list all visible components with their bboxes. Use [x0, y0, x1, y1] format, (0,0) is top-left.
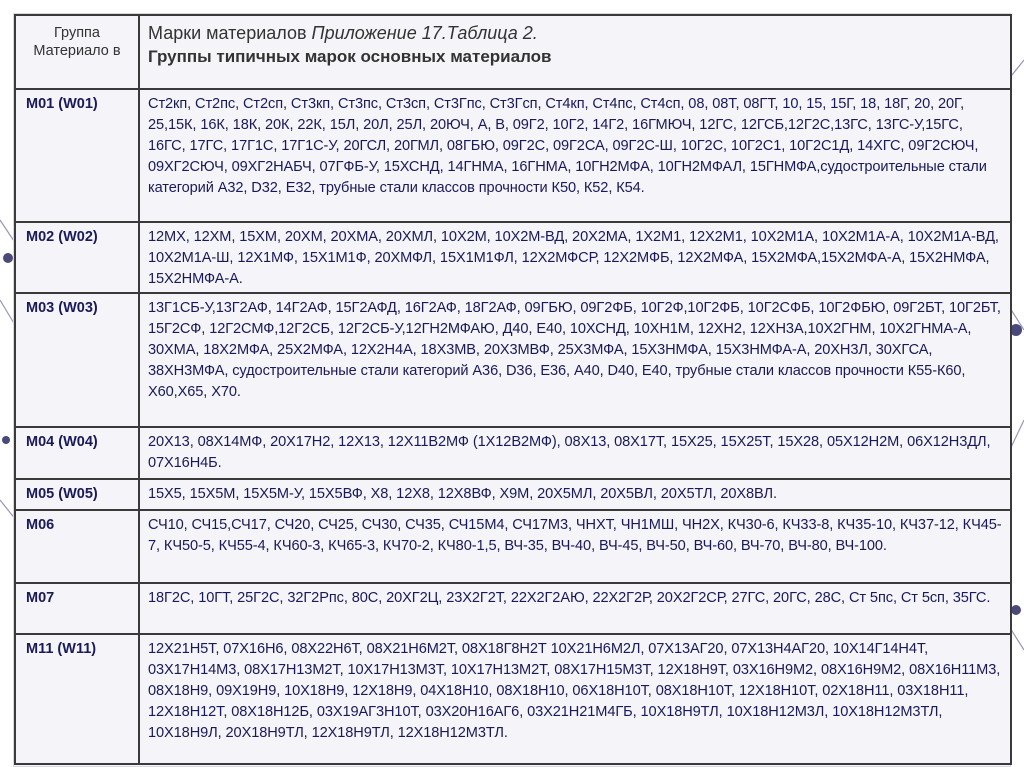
- grade-list: [139, 583, 1011, 634]
- title-main: Марки материалов: [148, 23, 312, 43]
- grade-list-text: Ст2кп, Ст2пс, Ст2сп, Ст3кп, Ст3пс, Ст3сп, Ст3Гпс, Ст3Гсп, Ст4кп, Ст4пс, Ст4сп, 08, 08Т, 08ГТ, 10, 15, 15Г, 18, 18Г, 20, 20Г, 25,15К, 16К, 18К, 20К, 22К, 15Л, 20Л, 25Л, 20ЮЧ, А, В, 09Г2, 10Г2, 14Г2, 16ГМЮЧ, 12ГС, 12ГСБ,12Г2С,13ГС, 13ГС-У,15ГС, 16ГС, 17ГС, 17Г1С, 17Г1С-У, 20ГСЛ, 20ГМЛ, 08ГБЮ, 09Г2С, 09Г2СА, 09Г2С-Ш, 10Г2С, 10Г2С1, 10Г2С1Д, 14ХГС, 09Г2СЮЧ, 09ХГ2СЮЧ, 09ХГ2НАБЧ, 07ГФБ-У, 15ХСНД, 14ГНМА, 16ГНМА, 10ГН2МФА, 10ГН2МФАЛ, 15ГНМФА,судостроительные стали категорий А32, D32, Е32, трубные стали классов прочности К50, К52, К54.: [148, 96, 987, 196]
- grade-list: [139, 293, 1011, 427]
- group-code: М05 (W05): [15, 479, 139, 510]
- table-row: [15, 427, 1011, 479]
- group-code: М03 (W03): [15, 293, 139, 427]
- table-row: [15, 583, 1011, 634]
- group-header-label: Группа Материало в: [33, 25, 121, 59]
- grade-list-text: 13Г1СБ-У,13Г2АФ, 14Г2АФ, 15Г2АФД, 16Г2АФ, 18Г2АФ, 09ГБЮ, 09Г2ФБ, 10Г2Ф,10Г2ФБ, 10Г2СФБ, 10Г2ФБЮ, 09Г2БТ, 10Г2БТ, 15Г2СФ, 12Г2СМФ,12Г2СБ, 12Г2СБ-У,12ГН2МФАЮ, Д40, Е40, 10ХСНД, 10ХН1М, 12ХН2, 12ХН3А,10Х2ГНМ, 10Х2ГНМА-А, 30ХМА, 18Х2МФА, 25Х2МФА, 12Х2Н4А, 18Х3МВ, 20Х3МВФ, 25Х3МФА, 15Х3НМФА, 15Х3НМФА-А, 20ХН3Л, 30ХГСА, 38ХН3МФА, судостроительные стали категорий А36, D36, Е36, А40, D40, Е40, трубные стали классов прочности К55-К60, Х60,Х65, Х70.: [148, 300, 1001, 400]
- table-header-row: [15, 15, 1011, 89]
- grade-list-text: 18Г2С, 10ГТ, 25Г2С, 32Г2Рпс, 80С, 20ХГ2Ц, 23Х2Г2Т, 22Х2Г2АЮ, 22Х2Г2Р, 20Х2Г2СР, 27ГС, 20ГС, 28С, Ст 5пс, Ст 5сп, 35ГС.: [148, 590, 991, 606]
- group-code: М02 (W02): [15, 222, 139, 293]
- grade-list-text: 12Х21Н5Т, 07Х16Н6, 08Х22Н6Т, 08Х21Н6М2Т, 08Х18Г8Н2Т 10Х21Н6М2Л, 07Х13АГ20, 07Х13Н4АГ20, 10Х14Г14Н4Т, 03Х17Н14М3, 08Х17Н13М2Т, 10Х17Н13М3Т, 10Х17Н13М2Т, 08Х17Н15М3Т, 12Х18Н9Т, 03Х16Н9М2, 08Х16Н9М2, 08Х16Н11М3, 08Х18Н9, 09Х19Н9, 10Х18Н9, 12Х18Н9, 04Х18Н10, 08Х18Н10, 06Х18Н10Т, 08Х18Н10Т, 12Х18Н10Т, 02Х18Н11, 03Х18Н11, 12Х18Н12Т, 08Х18Н12Б, 03Х19АГ3Н10Т, 03Х20Н16АГ6, 03Х21Н21М4ГБ, 10Х18Н9ТЛ, 10Х18Н12М3Л, 10Х18Н12М3ТЛ, 10Х18Н9Л, 20Х18Н9ТЛ, 12Х18Н9ТЛ, 12Х18Н12М3ТЛ.: [148, 641, 1001, 741]
- grade-list: [139, 427, 1011, 479]
- title-appendix: Приложение 17.Таблица 2.: [311, 23, 538, 43]
- grade-list: [139, 510, 1011, 583]
- materials-table: [14, 14, 1012, 765]
- table-row: [15, 222, 1011, 293]
- table-row: [15, 293, 1011, 427]
- table-row: [15, 634, 1011, 764]
- group-header-cell: [15, 15, 139, 89]
- grade-list-text: 12МХ, 12ХМ, 15ХМ, 20ХМ, 20ХМА, 20ХМЛ, 10Х2М, 10Х2М-ВД, 20Х2МА, 1Х2М1, 12Х2М1, 10Х2М1А, 10Х2М1А-А, 10Х2М1А-ВД, 10Х2М1А-Ш, 12Х1МФ, 15Х1М1Ф, 20ХМФЛ, 15Х1М1ФЛ, 12Х2МФСР, 12Х2МФБ, 12Х2МФА, 15Х2МФА,15Х2МФА-А, 15Х2НМФА, 15Х2НМФА-А.: [148, 229, 999, 287]
- grade-list: [139, 634, 1011, 764]
- grade-list: [139, 222, 1011, 293]
- grade-list-text: 20Х13, 08Х14МФ, 20Х17Н2, 12Х13, 12Х11В2МФ (1Х12В2МФ), 08Х13, 08Х17Т, 15Х25, 15Х25Т, 15Х28, 05Х12Н2М, 06Х12Н3ДЛ, 07Х16Н4Б.: [148, 434, 991, 471]
- group-code: М04 (W04): [15, 427, 139, 479]
- grade-list-text: 15Х5, 15Х5М, 15Х5М-У, 15Х5ВФ, Х8, 12Х8, 12Х8ВФ, Х9М, 20Х5МЛ, 20Х5ВЛ, 20Х5ТЛ, 20Х8ВЛ.: [148, 486, 777, 502]
- group-code: М06: [15, 510, 139, 583]
- group-code: М07: [15, 583, 139, 634]
- title-header-cell: [139, 15, 1011, 89]
- table-row: [15, 479, 1011, 510]
- table-row: [15, 510, 1011, 583]
- group-code: М01 (W01): [15, 89, 139, 222]
- table-row: [15, 89, 1011, 222]
- group-code: М11 (W11): [15, 634, 139, 764]
- grade-list-text: СЧ10, СЧ15,СЧ17, СЧ20, СЧ25, СЧ30, СЧ35, СЧ15М4, СЧ17М3, ЧНХТ, ЧН1МШ, ЧН2Х, КЧ30-6, КЧ33-8, КЧ35-10, КЧ37-12, КЧ45-7, КЧ50-5, КЧ55-4, КЧ60-3, КЧ65-3, КЧ70-2, КЧ80-1,5, ВЧ-35, ВЧ-40, ВЧ-45, ВЧ-50, ВЧ-60, ВЧ-70, ВЧ-80, ВЧ-100.: [148, 517, 1002, 554]
- title-line-2: Группы типичных марок основных материалов: [148, 47, 552, 66]
- title-line-1: [148, 22, 1002, 45]
- grade-list: [139, 479, 1011, 510]
- grade-list: [139, 89, 1011, 222]
